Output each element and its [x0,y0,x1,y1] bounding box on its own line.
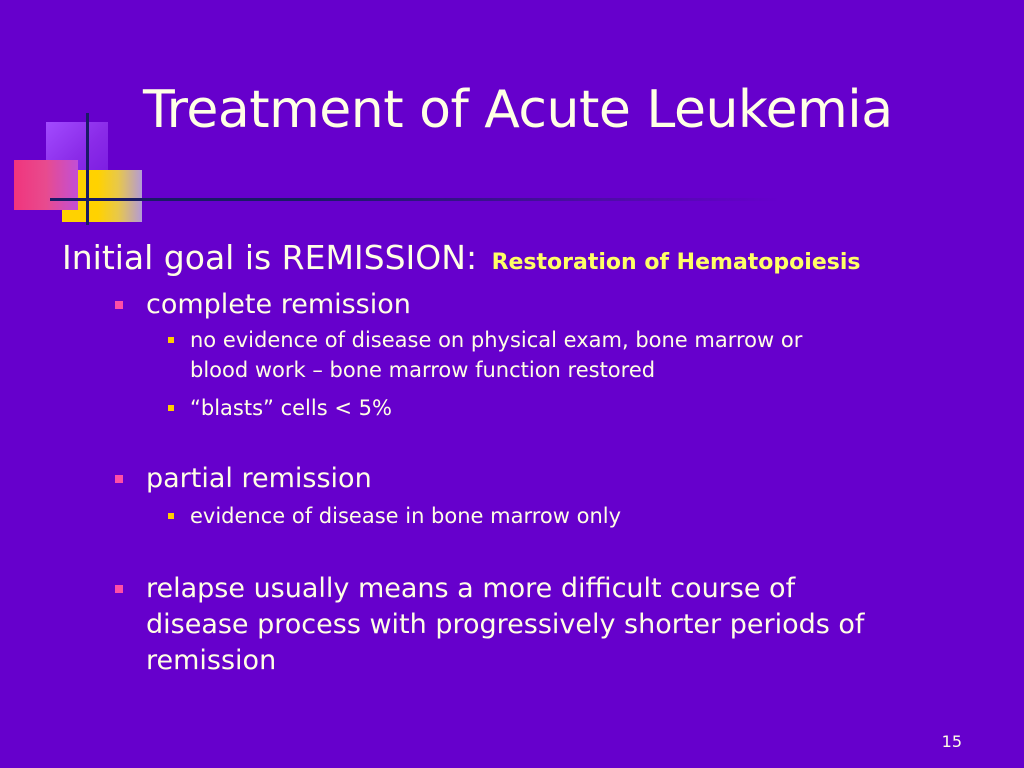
lead-emphasis: Restoration of Hematopoiesis [491,250,861,275]
bullet-item [62,287,992,323]
slide-body [62,236,992,679]
decorative-pink-square [14,160,78,210]
bullet-text: complete remission [146,289,411,320]
lead-line [62,236,992,285]
sub-bullet-text: “blasts” cells < 5% [190,396,392,420]
square-bullet-icon [115,301,123,309]
square-bullet-icon [168,405,174,411]
bullet-text: partial remission [146,463,372,494]
slide-title: Treatment of Acute Leukemia [143,80,893,140]
square-bullet-icon [168,337,174,343]
bullet-item [62,571,906,679]
sub-bullet-item [62,501,810,531]
sub-bullet-text: no evidence of disease on physical exam, bone marrow or blood work – bone marrow function restored [190,328,803,382]
title-underline [50,198,780,201]
sub-bullet-item [62,325,810,385]
decorative-vertical-line [86,113,89,225]
square-bullet-icon [115,585,123,593]
sub-bullet-item [62,393,810,423]
lead-text: Initial goal is REMISSION: [62,238,478,277]
bullet-text: relapse usually means a more difficult course of disease process with progressively shorter periods of remission [146,573,865,676]
bullet-item [62,461,992,497]
page-number: 15 [941,732,962,751]
sub-bullet-text: evidence of disease in bone marrow only [190,504,622,528]
square-bullet-icon [168,513,174,519]
square-bullet-icon [115,475,123,483]
